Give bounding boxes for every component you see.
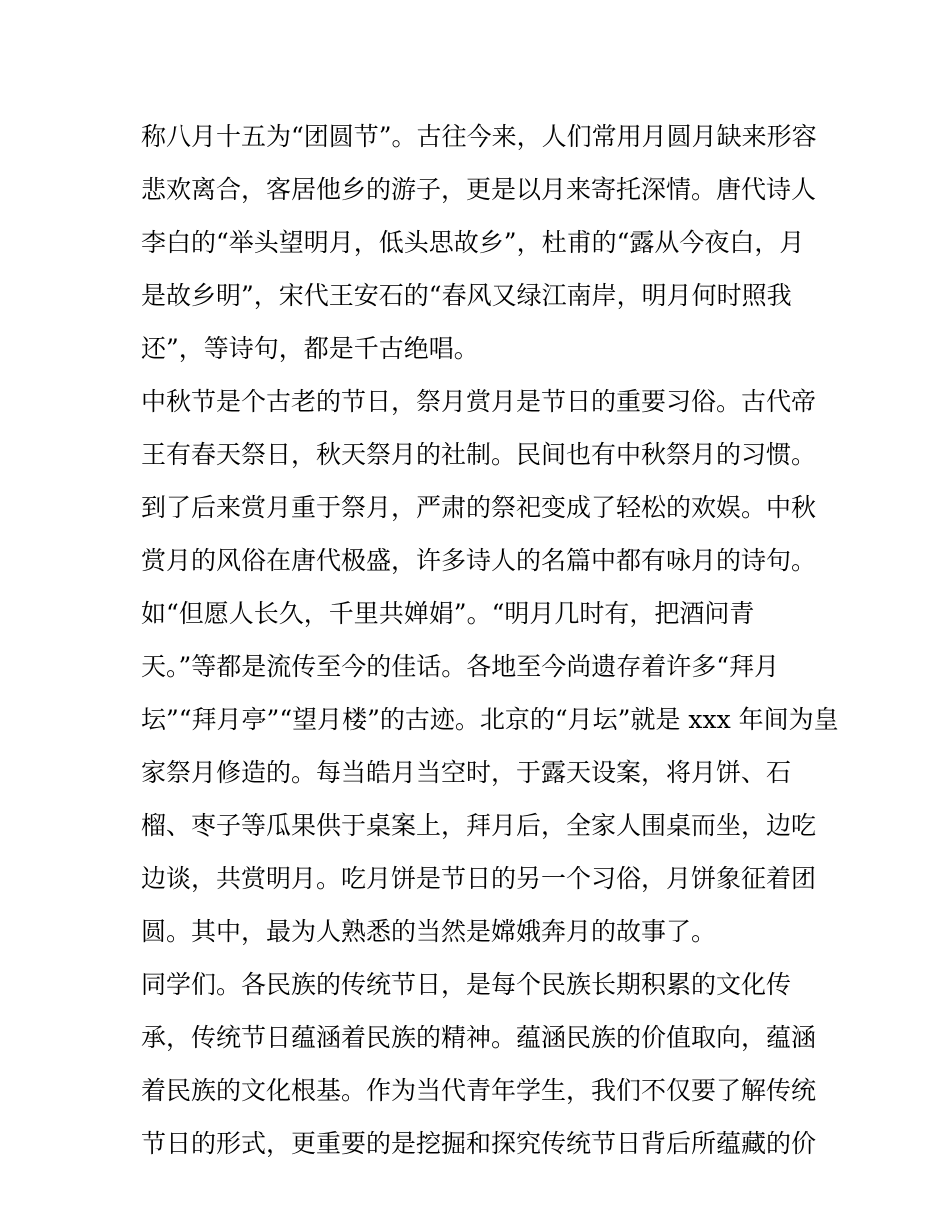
text-line: 是故乡明”，宋代王安石的“春风又绿江南岸，明月何时照我 (141, 281, 792, 310)
text-line: 承，传统节日蕴涵着民族的精神。蕴涵民族的价值取向，蕴涵 (141, 1023, 817, 1052)
text-line: 赏月的风俗在唐代极盛，许多诗人的名篇中都有咏月的诗句。 (141, 546, 817, 575)
text-line: 榴、枣子等瓜果供于桌案上，拜月后，全家人围桌而坐，边吃 (141, 811, 817, 840)
text-line: 家祭月修造的。每当皓月当空时，于露天设案，将月饼、石 (141, 758, 792, 787)
text-line: 坛”“拜月亭”“望月楼”的古迹。北京的“月坛”就是 xxx 年间为皇 (141, 705, 839, 734)
text-line: 着民族的文化根基。作为当代青年学生，我们不仅要了解传统 (141, 1076, 817, 1105)
text-line: 还”，等诗句，都是千古绝唱。 (141, 334, 479, 363)
text-line: 同学们。各民族的传统节日，是每个民族长期积累的文化传 (141, 970, 792, 999)
text-line: 李白的“举头望明月，低头思故乡”，杜甫的“露从今夜白，月 (141, 228, 805, 257)
text-line: 天。”等都是流传至今的佳话。各地至今尚遗存着许多“拜月 (141, 652, 780, 681)
text-line: 如“但愿人长久，千里共婵娟”。“明月几时有，把酒问青 (141, 599, 755, 628)
text-line: 称八月十五为“团圆节”。古往今来，人们常用月圆月缺来形容 (141, 122, 817, 151)
text-line: 悲欢离合，客居他乡的游子，更是以月来寄托深情。唐代诗人 (141, 175, 817, 204)
text-line: 节日的形式，更重要的是挖掘和探究传统节日背后所蕴藏的价 (141, 1129, 817, 1158)
text-line: 到了后来赏月重于祭月，严肃的祭祀变成了轻松的欢娱。中秋 (141, 493, 817, 522)
body-text (141, 110, 839, 1170)
text-line: 圆。其中，最为人熟悉的当然是嫦娥奔月的故事了。 (141, 917, 717, 946)
text-line: 边谈，共赏明月。吃月饼是节日的另一个习俗，月饼象征着团 (141, 864, 817, 893)
text-line: 中秋节是个古老的节日，祭月赏月是节日的重要习俗。古代帝 (141, 387, 817, 416)
text-line: 王有春天祭日，秋天祭月的社制。民间也有中秋祭月的习惯。 (141, 440, 817, 469)
